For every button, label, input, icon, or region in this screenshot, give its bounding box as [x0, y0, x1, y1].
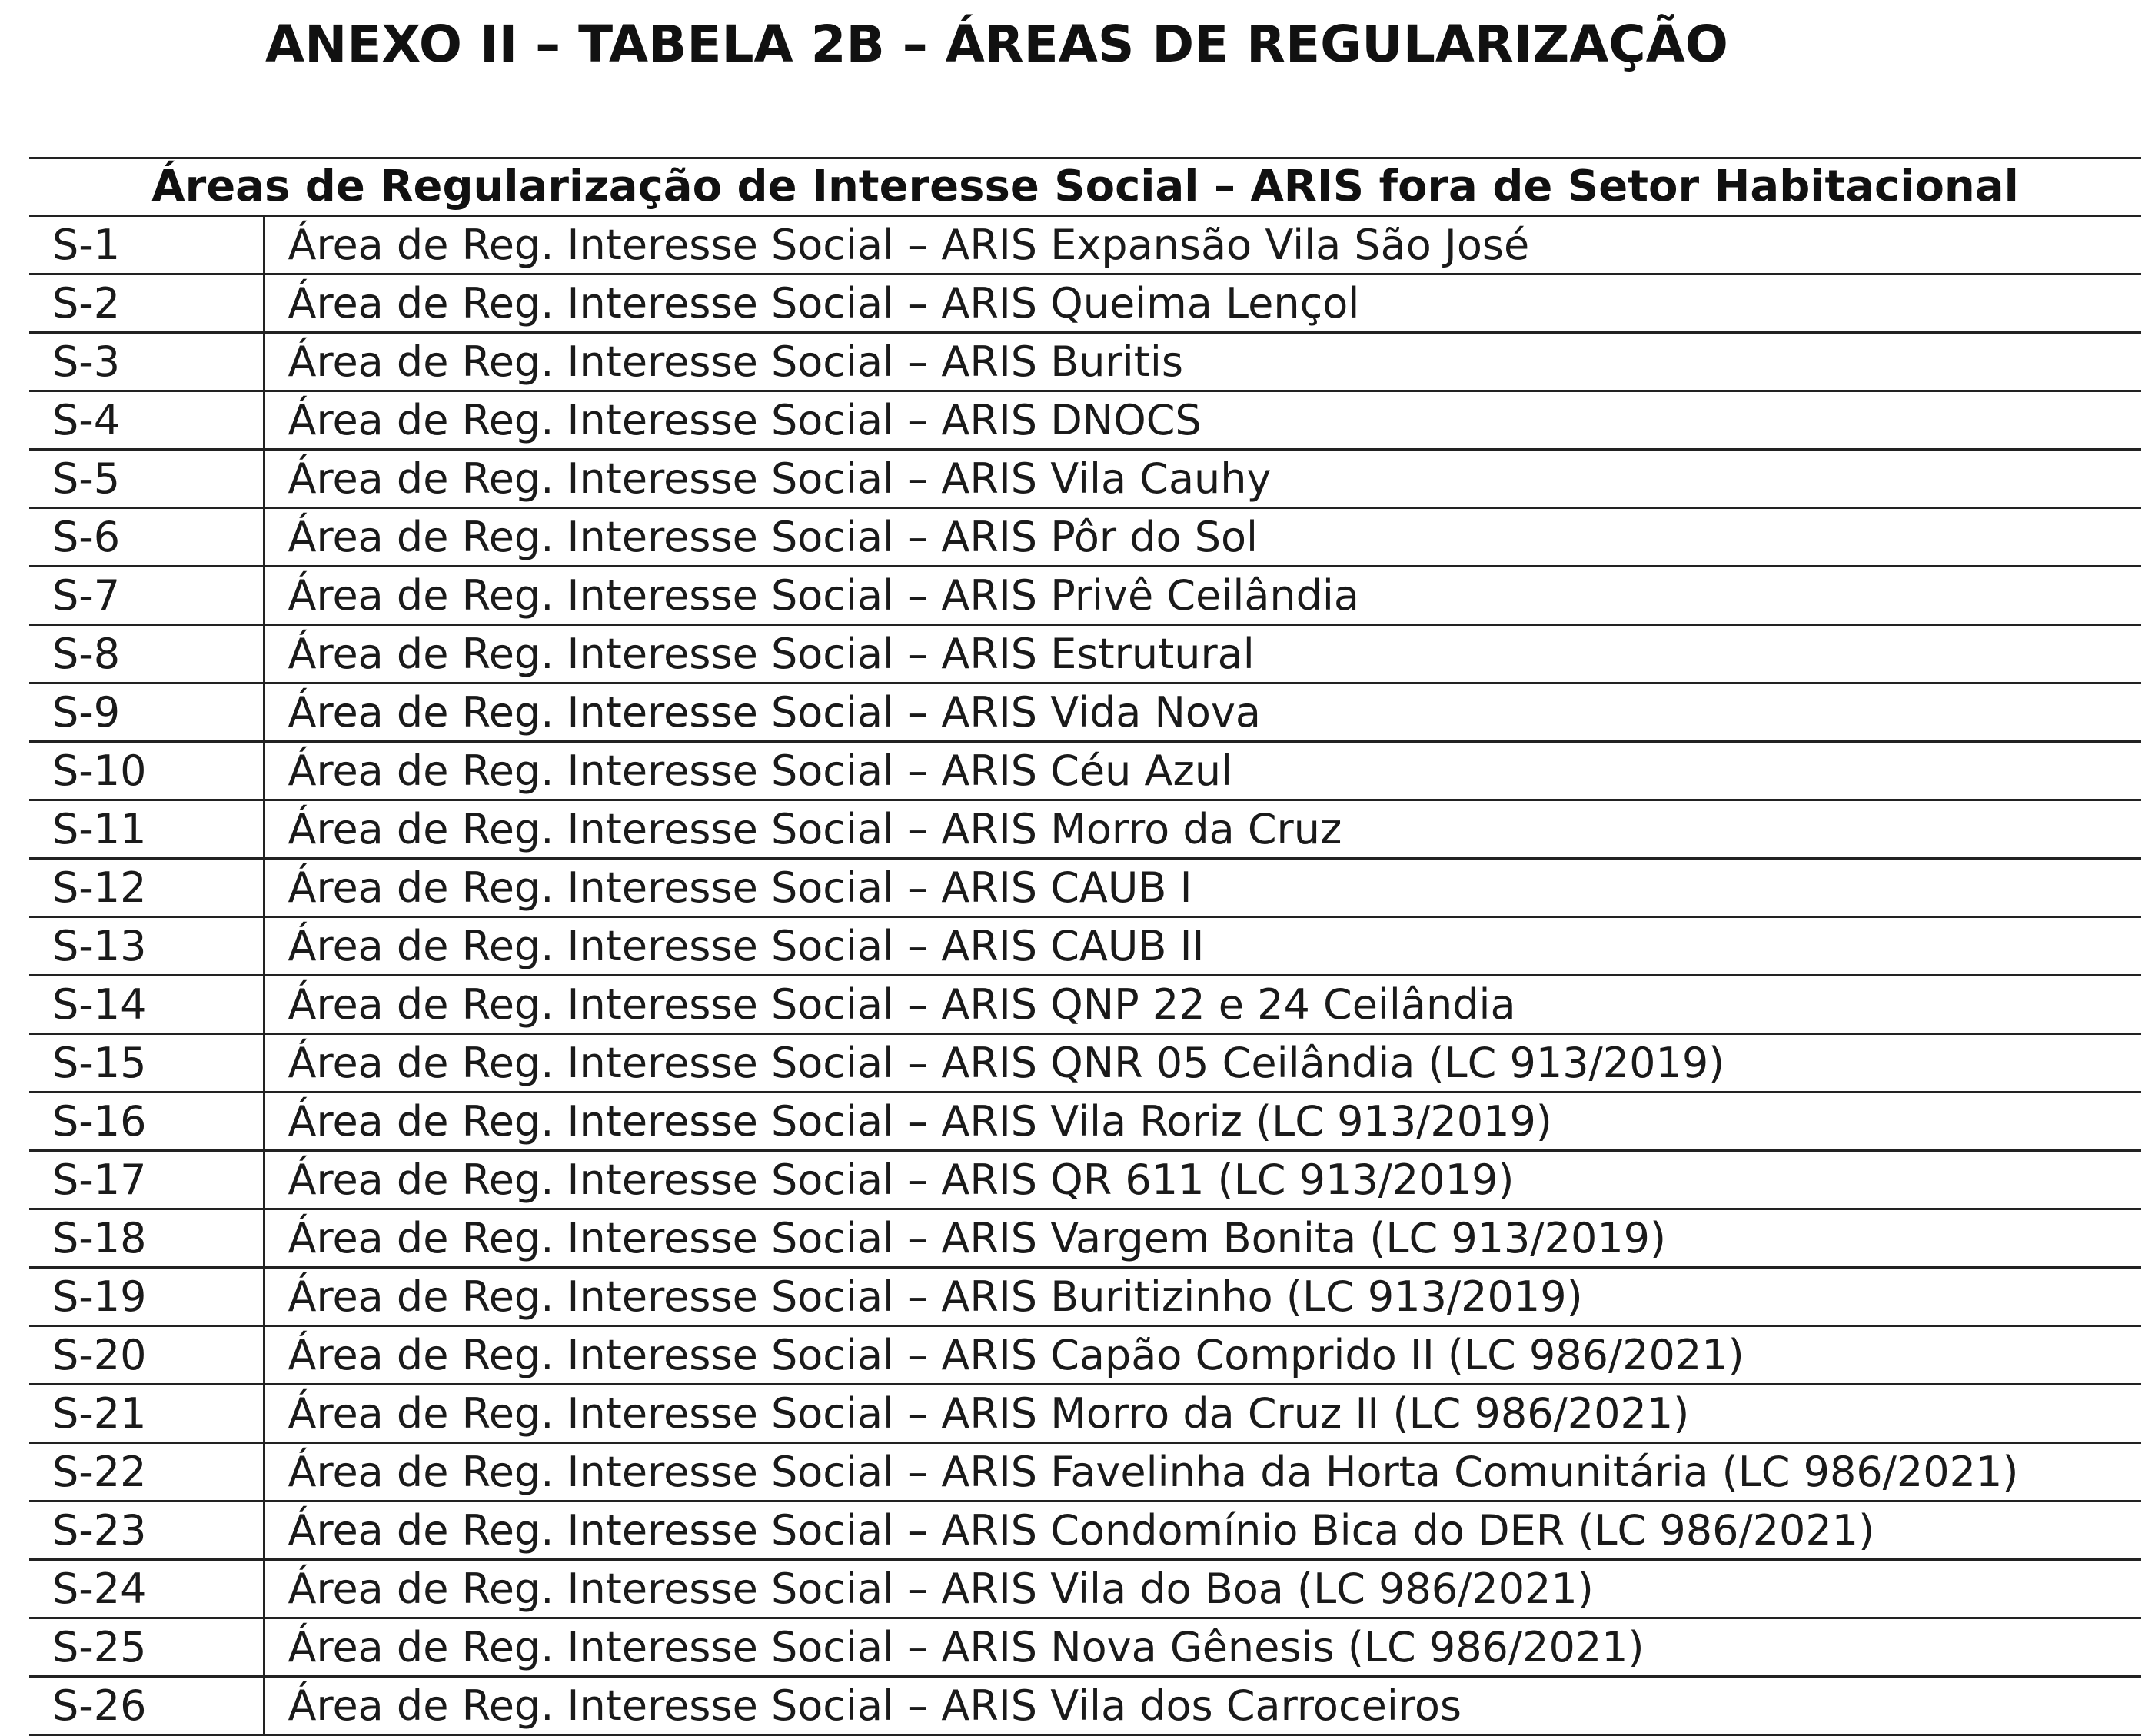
area-description: Área de Reg. Interesse Social – ARIS Capão Comprido II (LC 986/2021): [264, 1326, 2141, 1385]
area-code: S-9: [29, 683, 264, 742]
table-header: Áreas de Regularização de Interesse Social – ARIS fora de Setor Habitacional: [29, 158, 2141, 216]
table-row: [29, 859, 2141, 917]
area-code: S-21: [29, 1385, 264, 1443]
area-code: S-19: [29, 1268, 264, 1326]
table-row: [29, 683, 2141, 742]
table-row: [29, 1092, 2141, 1151]
table-row: [29, 216, 2141, 274]
area-description: Área de Reg. Interesse Social – ARIS Estrutural: [264, 625, 2141, 683]
table-row: [29, 917, 2141, 976]
area-description: Área de Reg. Interesse Social – ARIS Buritis: [264, 333, 2141, 391]
table-row: [29, 800, 2141, 859]
table-row: [29, 1326, 2141, 1385]
table-row: [29, 1034, 2141, 1092]
area-code: S-12: [29, 859, 264, 917]
area-description: Área de Reg. Interesse Social – ARIS Favelinha da Horta Comunitária (LC 986/2021): [264, 1443, 2141, 1502]
area-description: Área de Reg. Interesse Social – ARIS Morro da Cruz: [264, 800, 2141, 859]
area-description: Área de Reg. Interesse Social – ARIS Pôr do Sol: [264, 508, 2141, 567]
area-description: Área de Reg. Interesse Social – ARIS Expansão Vila São José: [264, 216, 2141, 274]
area-description: Área de Reg. Interesse Social – ARIS Vila dos Carroceiros: [264, 1677, 2141, 1735]
area-description: Área de Reg. Interesse Social – ARIS Privê Ceilândia: [264, 567, 2141, 625]
table-row: [29, 567, 2141, 625]
area-code: S-15: [29, 1034, 264, 1092]
table-row: [29, 1560, 2141, 1618]
area-code: S-23: [29, 1502, 264, 1560]
area-description: Área de Reg. Interesse Social – ARIS Céu Azul: [264, 742, 2141, 800]
area-code: S-22: [29, 1443, 264, 1502]
table-row: [29, 333, 2141, 391]
area-description: Área de Reg. Interesse Social – ARIS Morro da Cruz II (LC 986/2021): [264, 1385, 2141, 1443]
area-description: Área de Reg. Interesse Social – ARIS QR 611 (LC 913/2019): [264, 1151, 2141, 1209]
area-description: Área de Reg. Interesse Social – ARIS Nova Gênesis (LC 986/2021): [264, 1618, 2141, 1677]
area-code: S-1: [29, 216, 264, 274]
table-header-row: [29, 158, 2141, 216]
table-row: [29, 742, 2141, 800]
area-code: S-3: [29, 333, 264, 391]
table-row: [29, 1443, 2141, 1502]
area-code: S-14: [29, 976, 264, 1034]
area-description: Área de Reg. Interesse Social – ARIS Buritizinho (LC 913/2019): [264, 1268, 2141, 1326]
table-row: [29, 391, 2141, 450]
table-row: [29, 1677, 2141, 1735]
table-row: [29, 1385, 2141, 1443]
area-description: Área de Reg. Interesse Social – ARIS Vila Roriz (LC 913/2019): [264, 1092, 2141, 1151]
area-code: S-10: [29, 742, 264, 800]
table-row: [29, 450, 2141, 508]
area-code: S-6: [29, 508, 264, 567]
area-description: Área de Reg. Interesse Social – ARIS CAUB II: [264, 917, 2141, 976]
area-description: Área de Reg. Interesse Social – ARIS Vila do Boa (LC 986/2021): [264, 1560, 2141, 1618]
area-code: S-18: [29, 1209, 264, 1268]
area-code: S-8: [29, 625, 264, 683]
area-description: Área de Reg. Interesse Social – ARIS Condomínio Bica do DER (LC 986/2021): [264, 1502, 2141, 1560]
area-description: Área de Reg. Interesse Social – ARIS DNOCS: [264, 391, 2141, 450]
table-body: [29, 216, 2141, 1735]
area-code: S-11: [29, 800, 264, 859]
area-code: S-4: [29, 391, 264, 450]
area-code: S-17: [29, 1151, 264, 1209]
area-code: S-20: [29, 1326, 264, 1385]
area-code: S-26: [29, 1677, 264, 1735]
table-row: [29, 1618, 2141, 1677]
table-row: [29, 508, 2141, 567]
table-row: [29, 1268, 2141, 1326]
area-code: S-7: [29, 567, 264, 625]
aris-table-container: [29, 157, 2141, 1736]
area-code: S-5: [29, 450, 264, 508]
area-description: Área de Reg. Interesse Social – ARIS CAUB I: [264, 859, 2141, 917]
area-description: Área de Reg. Interesse Social – ARIS Vida Nova: [264, 683, 2141, 742]
area-code: S-16: [29, 1092, 264, 1151]
area-code: S-2: [29, 274, 264, 333]
table-row: [29, 274, 2141, 333]
table-row: [29, 1151, 2141, 1209]
area-description: Área de Reg. Interesse Social – ARIS QNR 05 Ceilândia (LC 913/2019): [264, 1034, 2141, 1092]
area-description: Área de Reg. Interesse Social – ARIS Queima Lençol: [264, 274, 2141, 333]
area-description: Área de Reg. Interesse Social – ARIS QNP 22 e 24 Ceilândia: [264, 976, 2141, 1034]
area-code: S-13: [29, 917, 264, 976]
table-row: [29, 1502, 2141, 1560]
table-row: [29, 1209, 2141, 1268]
area-code: S-24: [29, 1560, 264, 1618]
area-description: Área de Reg. Interesse Social – ARIS Vargem Bonita (LC 913/2019): [264, 1209, 2141, 1268]
document-title: ANEXO II – TABELA 2B – ÁREAS DE REGULARIZAÇÃO: [265, 15, 1728, 74]
aris-table: [29, 157, 2141, 1736]
area-code: S-25: [29, 1618, 264, 1677]
area-description: Área de Reg. Interesse Social – ARIS Vila Cauhy: [264, 450, 2141, 508]
table-row: [29, 976, 2141, 1034]
table-row: [29, 625, 2141, 683]
